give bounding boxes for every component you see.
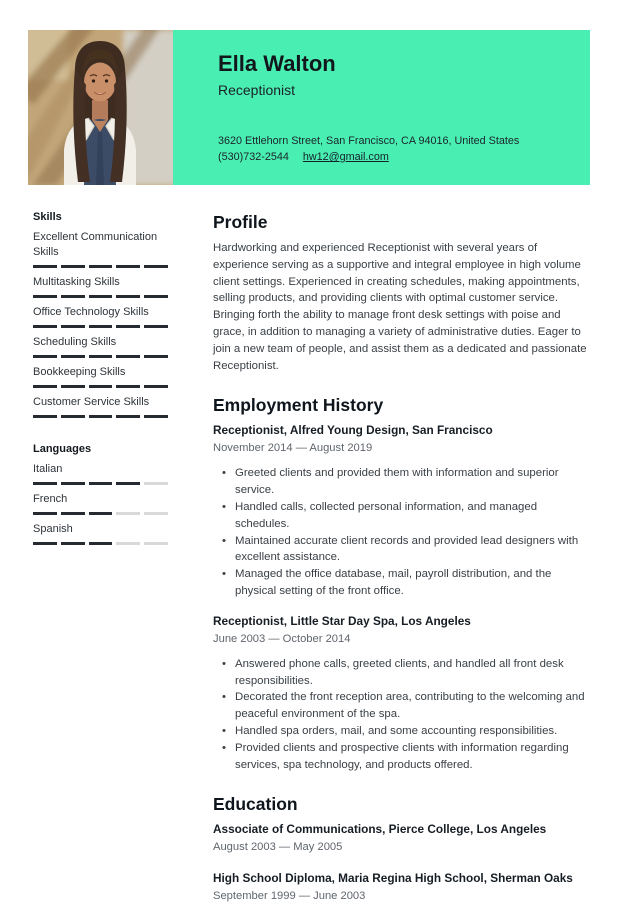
language-meter bbox=[33, 542, 168, 545]
sidebar bbox=[33, 211, 168, 924]
meter-segment bbox=[144, 325, 168, 328]
meter-segment bbox=[61, 385, 85, 388]
meter-segment bbox=[144, 385, 168, 388]
language-meter bbox=[33, 512, 168, 515]
meter-segment bbox=[33, 482, 57, 485]
job-dates: June 2003 — October 2014 bbox=[213, 632, 351, 645]
contact-info bbox=[218, 133, 562, 165]
meter-segment bbox=[116, 355, 140, 358]
job-bullet: • Decorated the front reception area, contributing to the welcoming and peaceful environment of the spa. bbox=[222, 689, 590, 723]
skill-meter bbox=[33, 325, 168, 328]
meter-segment bbox=[89, 295, 113, 298]
skill-meter bbox=[33, 415, 168, 418]
job-dates: November 2014 — August 2019 bbox=[213, 442, 373, 455]
meter-segment bbox=[116, 482, 140, 485]
job-title: Receptionist, Little Star Day Spa, Los Angeles bbox=[213, 613, 471, 628]
employment-heading: Employment History bbox=[213, 395, 384, 416]
meter-segment bbox=[116, 512, 140, 515]
job-bullet: • Handled spa orders, mail, and some accounting responsibilities. bbox=[222, 723, 590, 740]
candidate-name: Ella Walton bbox=[218, 51, 336, 76]
languages-heading: Languages bbox=[33, 443, 92, 455]
education-title: High School Diploma, Maria Regina High School, Sherman Oaks bbox=[213, 871, 573, 886]
candidate-title: Receptionist bbox=[218, 82, 296, 98]
resume-header bbox=[28, 30, 590, 185]
meter-segment bbox=[144, 512, 168, 515]
meter-segment bbox=[61, 295, 85, 298]
education-dates: August 2003 — May 2005 bbox=[213, 841, 343, 854]
language-label: French bbox=[33, 493, 68, 505]
job-bullet: • Managed the office database, mail, payroll distribution, and the physical setting of the front office. bbox=[222, 566, 590, 600]
meter-segment bbox=[33, 415, 57, 418]
skill-label: Bookkeeping Skills bbox=[33, 366, 126, 378]
meter-segment bbox=[89, 415, 113, 418]
main-column bbox=[213, 211, 590, 924]
meter-segment bbox=[89, 512, 113, 515]
meter-segment bbox=[89, 265, 113, 268]
meter-segment bbox=[144, 355, 168, 358]
header-card bbox=[173, 30, 590, 185]
skill-item bbox=[33, 275, 168, 298]
meter-segment bbox=[116, 265, 140, 268]
skills-section bbox=[33, 211, 168, 418]
education-heading: Education bbox=[213, 794, 298, 815]
job-bullet: • Handled calls, collected personal information, and managed schedules. bbox=[222, 499, 590, 533]
skills-heading: Skills bbox=[33, 211, 62, 223]
language-label: Italian bbox=[33, 463, 63, 475]
skill-label: Multitasking Skills bbox=[33, 276, 120, 288]
skill-item bbox=[33, 335, 168, 358]
meter-segment bbox=[144, 542, 168, 545]
language-item bbox=[33, 492, 168, 515]
skill-label: Office Technology Skills bbox=[33, 306, 149, 318]
job-bullet: • Provided clients and prospective clients with information regarding services, spa technology, and products offered. bbox=[222, 740, 590, 774]
email-link[interactable]: hw12@gmail.com bbox=[302, 151, 389, 163]
education-title: Associate of Communications, Pierce College, Los Angeles bbox=[213, 822, 547, 837]
meter-segment bbox=[116, 325, 140, 328]
education-entry bbox=[213, 871, 590, 904]
meter-segment bbox=[116, 415, 140, 418]
meter-segment bbox=[144, 482, 168, 485]
language-label: Spanish bbox=[33, 523, 73, 535]
skill-label: Customer Service Skills bbox=[33, 396, 150, 408]
employment-section bbox=[213, 394, 590, 773]
meter-segment bbox=[33, 542, 57, 545]
meter-segment bbox=[61, 415, 85, 418]
education-entry bbox=[213, 822, 590, 855]
job-entry bbox=[213, 614, 590, 774]
meter-segment bbox=[33, 512, 57, 515]
profile-heading: Profile bbox=[213, 212, 268, 232]
job-bullet: • Maintained accurate client records and provided lead designers with excellent assistance. bbox=[222, 533, 590, 567]
skill-item bbox=[33, 230, 168, 268]
job-entry bbox=[213, 423, 590, 599]
meter-segment bbox=[33, 325, 57, 328]
meter-segment bbox=[33, 385, 57, 388]
skill-item bbox=[33, 305, 168, 328]
meter-segment bbox=[61, 512, 85, 515]
meter-segment bbox=[89, 325, 113, 328]
meter-segment bbox=[61, 482, 85, 485]
address-text: 3620 Ettlehorn Street, San Francisco, CA 94016, United States bbox=[218, 135, 520, 147]
meter-segment bbox=[61, 355, 85, 358]
language-meter bbox=[33, 482, 168, 485]
meter-segment bbox=[61, 542, 85, 545]
profile-photo bbox=[28, 30, 173, 185]
meter-segment bbox=[116, 385, 140, 388]
skill-item bbox=[33, 365, 168, 388]
meter-segment bbox=[89, 482, 113, 485]
job-bullet: • Greeted clients and provided them with information and superior service. bbox=[222, 465, 590, 499]
portrait-illustration bbox=[28, 30, 173, 185]
skill-meter bbox=[33, 265, 168, 268]
meter-segment bbox=[61, 325, 85, 328]
meter-segment bbox=[116, 295, 140, 298]
job-title: Receptionist, Alfred Young Design, San Francisco bbox=[213, 423, 493, 438]
meter-segment bbox=[116, 542, 140, 545]
skill-item bbox=[33, 395, 168, 418]
language-item bbox=[33, 462, 168, 485]
education-dates: September 1999 — June 2003 bbox=[213, 890, 366, 903]
profile-text: Hardworking and experienced Receptionist with several years of experience serving as a supportive and integral employee in high volume client settings. Experienced in creating schedules, making appointments, selling products, and providing clients with optimal customer service. Bringing forth the ability to manage front desk settings with poise and grace, in addition to managing a variety of administrative duties. Eager to join a new team of people, and assist them as a dedicated and passionate Receptionist. bbox=[213, 242, 587, 372]
skill-meter bbox=[33, 295, 168, 298]
skill-meter bbox=[33, 355, 168, 358]
skill-meter bbox=[33, 385, 168, 388]
meter-segment bbox=[33, 355, 57, 358]
resume-page bbox=[0, 30, 619, 903]
meter-segment bbox=[33, 295, 57, 298]
profile-section bbox=[213, 211, 590, 374]
resume-body bbox=[0, 185, 619, 924]
skill-label: Scheduling Skills bbox=[33, 336, 117, 348]
meter-segment bbox=[61, 265, 85, 268]
meter-segment bbox=[33, 265, 57, 268]
job-bullet: • Answered phone calls, greeted clients, and handled all front desk responsibilities. bbox=[222, 656, 590, 690]
meter-segment bbox=[144, 265, 168, 268]
language-item bbox=[33, 522, 168, 545]
meter-segment bbox=[89, 355, 113, 358]
meter-segment bbox=[144, 415, 168, 418]
education-section bbox=[213, 793, 590, 904]
meter-segment bbox=[89, 385, 113, 388]
phone-text: (530)732-2544 bbox=[218, 151, 289, 163]
meter-segment bbox=[144, 295, 168, 298]
skill-label: Excellent Communication Skills bbox=[33, 231, 158, 258]
languages-section bbox=[33, 443, 168, 545]
meter-segment bbox=[89, 542, 113, 545]
